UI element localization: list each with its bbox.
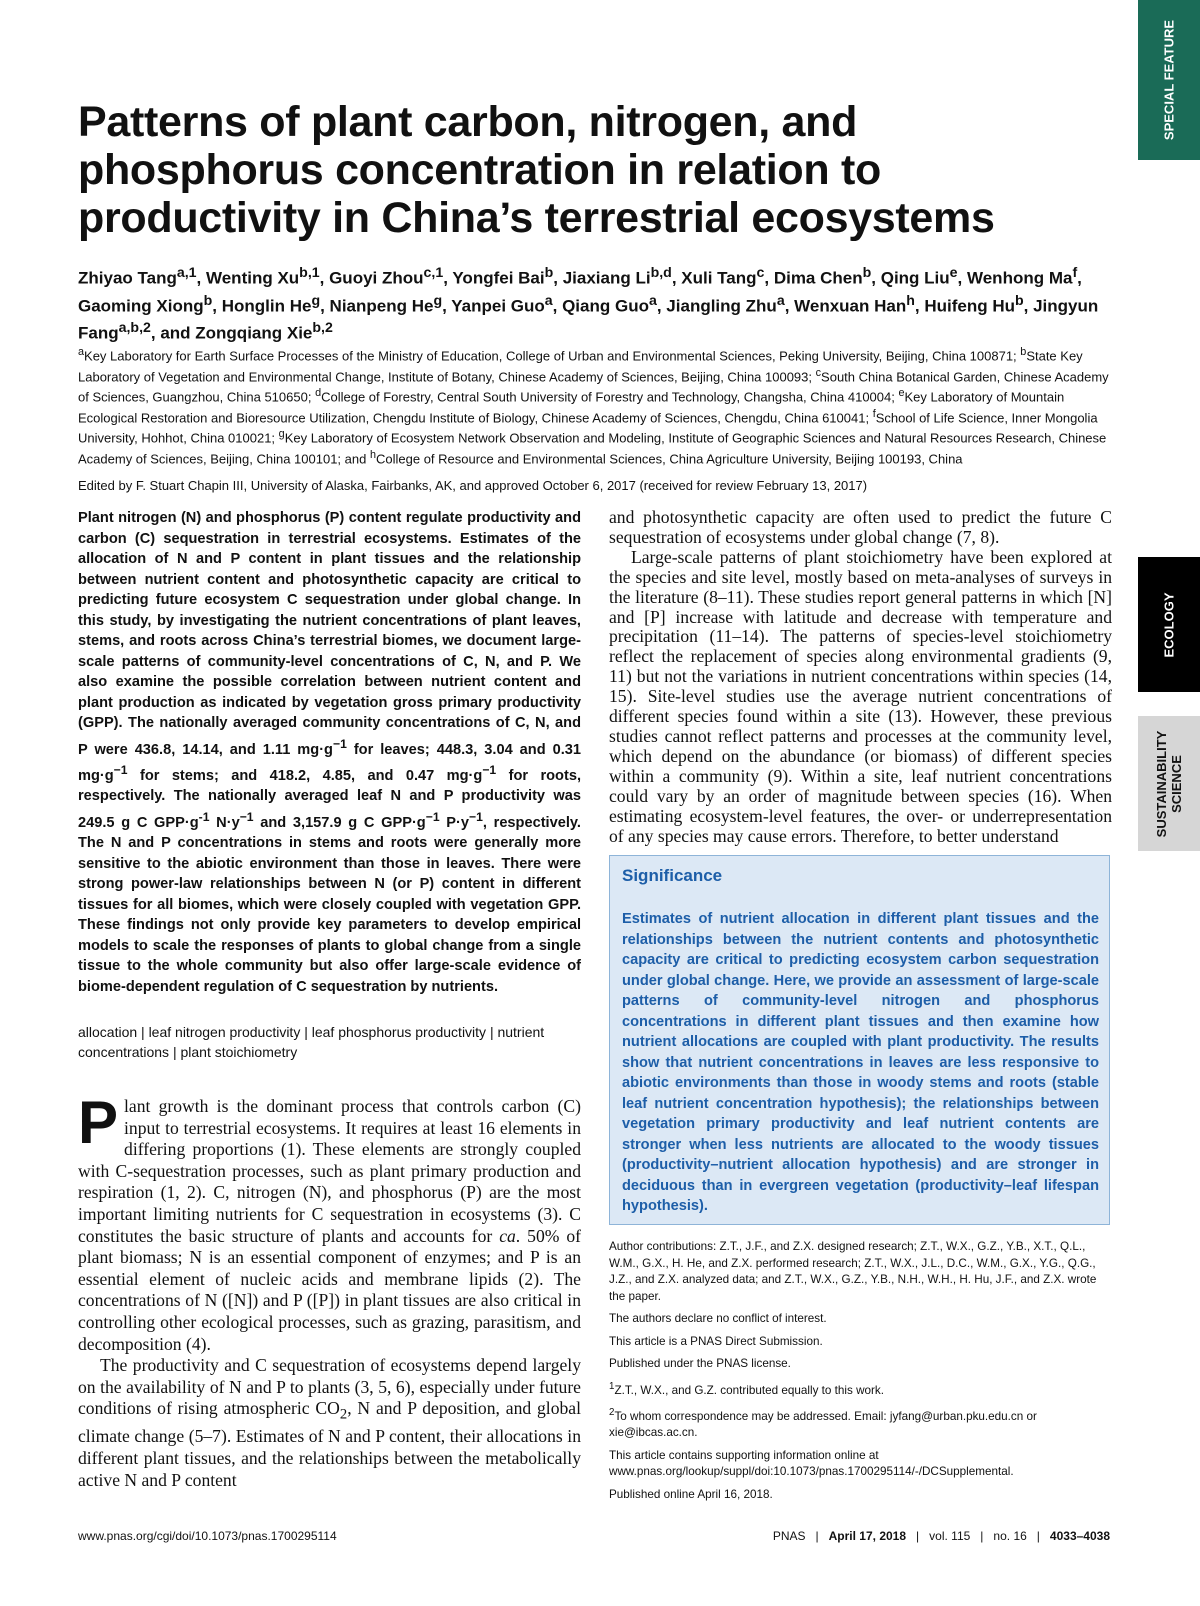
license-note: Published under the PNAS license.: [609, 1357, 791, 1370]
significance-title: Significance: [622, 866, 723, 885]
keywords: allocation | leaf nitrogen productivity | leaf phosphorus productivity | nutrient concentrations | plant stoichiometry: [78, 1024, 545, 1060]
special-feature-tab: SPECIAL FEATURE: [1138, 0, 1200, 160]
journal-name: PNAS: [772, 1529, 806, 1543]
equal-contribution-note: $^1$Z.T., W.X., and G.Z. contributed equally to this work.: [609, 1380, 885, 1397]
body-left-column: [78, 1089, 582, 1491]
intro-paragraph: Plant growth is the dominant process that controls carbon (C) input to terrestrial ecosystems. It requires at least 16 elements in differing proportions (1). These elements are strongly coupled with C-sequestration processes, such as plant primary production and respiration (1, 2). C, nitrogen (N), and phosphorus (P) are the most important limiting nutrients for C sequestration in ecosystems (3). C constitutes the basic structure of plants and accounts for ca. 50% of plant biomass; N is an essential component of enzymes; and P is an essential element of nucleic acids and membrane lipids (2). The concentrations of N ([N]) and P ([P]) in plant tissues are also critical in controlling other ecological processes, such as grazing, parasitism, and decomposition (4).: [78, 1089, 582, 1354]
volume: vol. 115: [929, 1529, 971, 1543]
issue-number: no. 16: [993, 1529, 1027, 1543]
submission-note: This article is a PNAS Direct Submission.: [609, 1334, 823, 1348]
issue-date: April 17, 2018: [828, 1529, 907, 1543]
author-contributions: Author contributions: Z.T., J.F., and Z.X. designed research; Z.T., W.X., G.Z., Y.B., X.T., Q.L., W.M., G.X., H. He, and Z.X. performed research; Z.T., W.X., J.L., D.C., W.M., G.X., Y.G., Q.G., J.Z., and Z.X. analyzed data; and Z.T., W.X., G.Z., Y.B., N.H., W.H., H. Hu, J.F., and Z.X. wrote the paper.: [609, 1240, 1097, 1303]
body-paragraph: Large-scale patterns of plant stoichiometry have been explored at the species and site level, mostly based on meta-analyses of surveys in the literature (8–11). These studies report general patterns in which [N] and [P] increase with latitude and decrease with temperature and precipitation (11–14). The patterns of species-level stoichiometry reflect the replacement of species along environmental gradients (9, 11) but not the variations in nutrient concentrations within species (14, 15). Site-level studies use the average nutrient concentrations of different species found within a site (13). However, these previous studies cannot reflect patterns and processes at the community level, which depend on the abundance (or biomass) of different species within a community (9). Within a site, leaf nutrient concentrations could vary by an order of magnitude between species (16). When estimating ecosystem-level features, the over- or underrepresentation of any species may cause errors. Therefore, to better understand: [609, 546, 1112, 846]
body-right-column: [609, 508, 1112, 846]
journal-footer: PNAS | April 17, 2018 | vol. 115 | no. 16 | 4033–4038: [772, 1529, 1110, 1543]
ecology-tab: ECOLOGY: [1138, 557, 1200, 692]
significance-box: [609, 855, 1110, 1225]
drop-cap: P: [78, 1089, 119, 1156]
footnotes: [609, 1239, 1112, 1509]
body-paragraph: and photosynthetic capacity are often used to predict the future C sequestration of ecosystems under global change (7, 8).: [609, 507, 1112, 547]
correspondence-note: $^2$To whom correspondence may be addressed. Email: jyfang@urban.pku.edu.cn or xie@ibcas.ac.cn.: [609, 1406, 1037, 1440]
article-title: Patterns of plant carbon, nitrogen, and phosphorus concentration in relation to productivity in China’s terrestrial ecosystems: [78, 98, 995, 242]
conflict-statement: The authors declare no conflict of interest.: [609, 1312, 827, 1325]
edited-by: Edited by F. Stuart Chapin III, University of Alaska, Fairbanks, AK, and approved October 6, 2017 (received for review February 13, 2017): [78, 478, 868, 493]
sustainability-science-tab: SUSTAINABILITY SCIENCE: [1138, 716, 1200, 851]
doi-link[interactable]: www.pnas.org/cgi/doi/10.1073/pnas.1700295114: [78, 1529, 337, 1543]
page-range: 4033–4038: [1049, 1529, 1110, 1543]
abstract: Plant nitrogen (N) and phosphorus (P) content regulate productivity and carbon (C) sequestration in terrestrial ecosystems. Estimates of the allocation of N and P content in plant tissues and the relationship between nutrient content and photosynthetic capacity are critical to predicting future ecosystem C sequestration under global change. In this study, by investigating the nutrient concentrations of plant leaves, stems, and roots across China’s terrestrial biomes, we document large-scale patterns of community-level concentrations of C, N, and P. We also examine the possible correlation between nutrient content and plant production as indicated by vegetation gross primary productivity (GPP). The nationally averaged community concentrations of C, N, and P were 436.8, 14.14, and 1.11 $mg\cdot g^{-1}$ for leaves; 448.3, 3.04 and 0.31 $mg\cdot g^{-1}$ for stems; and 418.2, 4.85, and 0.47 $mg\cdot g^{-1}$ for roots, respectively. The nationally averaged leaf N and P productivity was 249.5 g C $GPP\cdot g^{-1}$ $N\cdot y^{-1}$ and 3,157.9 g C $GPP\cdot g^{-1}$ $P\cdot y^{-1}$, respectively. The N and P concentrations in stems and roots were generally more sensitive to the abiotic environment than those in leaves. There were strong power-law relationships between N (or P) content in different tissues for all biomes, which were closely coupled with vegetation GPP. These findings not only provide key parameters to develop empirical models to scale the responses of plants to global change from a single tissue to the whole community but also offer large-scale evidence of biome-dependent regulation of C sequestration by nutrients.: [78, 510, 581, 995]
affiliations: $^a$Key Laboratory for Earth Surface Processes of the Ministry of Education, College of Urban and Environmental Sciences, Peking University, Beijing, China 100871; $^b$State Key Laboratory of Vegetation and Environmental Change, Institute of Botany, Chinese Academy of Sciences, Beijing, China 100093; $^c$South China Botanical Garden, Chinese Academy of Sciences, Guangzhou, China 510650; $^d$College of Forestry, Central South University of Forestry and Technology, Changsha, China 410004; $^e$Key Laboratory of Mountain Ecological Restoration and Bioresource Utilization, Chengdu Institute of Biology, Chinese Academy of Sciences, Chengdu, China 610041; $^f$School of Life Science, Inner Mongolia University, Hohhot, China 010021; $^g$Key Laboratory of Ecosystem Network Observation and Modeling, Institute of Geographic Sciences and Natural Resources Research, Chinese Academy of Sciences, Beijing, China 100101; and $^h$College of Resource and Environmental Sciences, China Agriculture University, Beijing 100193, China: [78, 346, 1109, 466]
author-list: Zhiyao Tang$^{a,1}$, Wenting Xu$^{b,1}$, Guoyi Zhou$^{c,1}$, Yongfei Bai$^b$, Jiaxiang Li$^{b,d}$, Xuli Tang$^c$, Dima Chen$^b$, Qing Liu$^e$, Wenhong Ma$^f$, Gaoming Xiong$^b$, Honglin He$^g$, Nianpeng He$^g$, Yanpei Guo$^a$, Qiang Guo$^a$, Jiangling Zhu$^a$, Wenxuan Han$^h$, Huifeng Hu$^b$, Jingyun Fang$^{a,b,2}$, and Zongqiang Xie$^{b,2}$: [78, 265, 1099, 343]
published-date: Published online April 16, 2018.: [609, 1487, 773, 1501]
body-paragraph: The productivity and C sequestration of ecosystems depend largely on the availability of N and P to plants (3, 5, 6), especially under future conditions of rising atmospheric $CO_2$, N and P deposition, and global climate change (5–7). Estimates of N and P content, their allocations in different plant tissues, and the relationships between the metabolically active N and P content: [78, 1355, 581, 1490]
supporting-info-note: This article contains supporting information online at www.pnas.org/lookup/suppl/doi:10.1073/pnas.1700295114/-/DCSupplemental.: [609, 1448, 1014, 1479]
significance-text: Estimates of nutrient allocation in different plant tissues and the relationships between the nutrient contents and photosynthetic capacity are critical to predicting ecosystem carbon sequestration under global change. Here, we provide an assessment of large-scale patterns of community-level nitrogen and phosphorus concentrations in different plant tissues and then examine how nutrient allocations are coupled with plant productivity. The results show that nutrient concentrations in leaves are less responsive to abiotic environments than those in woody stems and roots (stable leaf nutrient concentration hypothesis); the relationships between vegetation primary productivity and leaf nutrient contents are stronger when less nutrients are allocated to the woody tissues (productivity–nutrient allocation hypothesis) and are stronger in deciduous than in evergreen vegetation (productivity–leaf lifespan hypothesis).: [622, 911, 1099, 1214]
